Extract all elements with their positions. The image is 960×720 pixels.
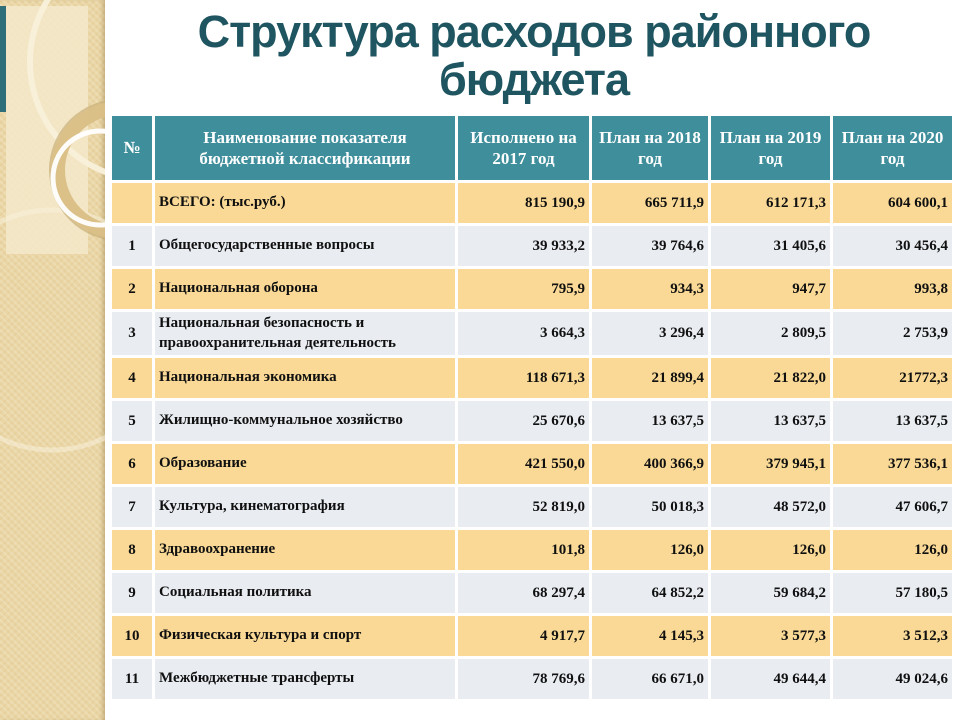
table-row <box>112 573 952 613</box>
value-2017: 101,8 <box>458 530 589 570</box>
value-2019: 21 822,0 <box>711 358 830 398</box>
table-row <box>112 444 952 484</box>
value-2019: 947,7 <box>711 269 830 309</box>
table-row <box>112 487 952 527</box>
row-number: 10 <box>112 616 152 656</box>
budget-table <box>109 113 955 702</box>
value-2019: 59 684,2 <box>711 573 830 613</box>
indicator-name: Жилищно-коммунальное хозяйство <box>155 401 455 441</box>
value-2019: 379 945,1 <box>711 444 830 484</box>
value-2019: 13 637,5 <box>711 401 830 441</box>
value-2017: 52 819,0 <box>458 487 589 527</box>
indicator-name: Здравоохранение <box>155 530 455 570</box>
value-2018: 39 764,6 <box>592 226 708 266</box>
value-2019: 3 577,3 <box>711 616 830 656</box>
indicator-name: Национальная безопасность и правоохранительная деятельность <box>155 312 455 355</box>
value-2020: 49 024,6 <box>833 659 952 699</box>
value-2019: 612 171,3 <box>711 183 830 223</box>
table-row <box>112 616 952 656</box>
value-2017: 25 670,6 <box>458 401 589 441</box>
value-2017: 4 917,7 <box>458 616 589 656</box>
value-2018: 665 711,9 <box>592 183 708 223</box>
value-2017: 118 671,3 <box>458 358 589 398</box>
row-number: 6 <box>112 444 152 484</box>
table-row <box>112 401 952 441</box>
value-2018: 934,3 <box>592 269 708 309</box>
value-2018: 13 637,5 <box>592 401 708 441</box>
value-2018: 4 145,3 <box>592 616 708 656</box>
page-title <box>108 0 960 112</box>
budget-table-container <box>109 113 958 702</box>
value-2020: 13 637,5 <box>833 401 952 441</box>
header-number: № <box>112 116 152 180</box>
value-2020: 377 536,1 <box>833 444 952 484</box>
circles-ornament <box>0 0 105 720</box>
indicator-name: Общегосударственные вопросы <box>155 226 455 266</box>
indicator-name: Межбюджетные трансферты <box>155 659 455 699</box>
value-2020: 604 600,1 <box>833 183 952 223</box>
page-title-line2: бюджета <box>438 54 629 105</box>
value-2020: 3 512,3 <box>833 616 952 656</box>
header-indicator-name: Наименование показателя бюджетной классификации <box>155 116 455 180</box>
indicator-name: Образование <box>155 444 455 484</box>
value-2017: 3 664,3 <box>458 312 589 355</box>
value-2020: 21772,3 <box>833 358 952 398</box>
value-2020: 47 606,7 <box>833 487 952 527</box>
table-row <box>112 226 952 266</box>
row-number: 3 <box>112 312 152 355</box>
value-2019: 2 809,5 <box>711 312 830 355</box>
header-plan-2019: План на 2019 год <box>711 116 830 180</box>
value-2019: 126,0 <box>711 530 830 570</box>
value-2018: 50 018,3 <box>592 487 708 527</box>
row-number: 7 <box>112 487 152 527</box>
value-2017: 421 550,0 <box>458 444 589 484</box>
value-2018: 3 296,4 <box>592 312 708 355</box>
value-2018: 21 899,4 <box>592 358 708 398</box>
value-2019: 49 644,4 <box>711 659 830 699</box>
page-title-line1: Структура расходов районного <box>197 6 871 58</box>
left-decor-strip <box>0 0 105 720</box>
value-2018: 66 671,0 <box>592 659 708 699</box>
row-number: 5 <box>112 401 152 441</box>
table-row <box>112 530 952 570</box>
value-2018: 400 366,9 <box>592 444 708 484</box>
header-plan-2020: План на 2020 год <box>833 116 952 180</box>
indicator-name: Культура, кинематография <box>155 487 455 527</box>
value-2019: 31 405,6 <box>711 226 830 266</box>
value-2020: 57 180,5 <box>833 573 952 613</box>
table-row <box>112 269 952 309</box>
value-2017: 39 933,2 <box>458 226 589 266</box>
value-2020: 30 456,4 <box>833 226 952 266</box>
value-2020: 126,0 <box>833 530 952 570</box>
row-number: 11 <box>112 659 152 699</box>
row-number <box>112 183 152 223</box>
value-2017: 68 297,4 <box>458 573 589 613</box>
header-executed-2017: Исполнено на 2017 год <box>458 116 589 180</box>
indicator-name: Социальная политика <box>155 573 455 613</box>
value-2018: 126,0 <box>592 530 708 570</box>
value-2017: 795,9 <box>458 269 589 309</box>
indicator-name: Физическая культура и спорт <box>155 616 455 656</box>
table-row <box>112 358 952 398</box>
title-accent-bar <box>0 6 6 112</box>
indicator-name: Национальная экономика <box>155 358 455 398</box>
table-row <box>112 312 952 355</box>
row-number: 1 <box>112 226 152 266</box>
budget-table-header <box>112 116 952 180</box>
indicator-name: Национальная оборона <box>155 269 455 309</box>
value-2019: 48 572,0 <box>711 487 830 527</box>
budget-table-body <box>112 183 952 699</box>
row-number: 2 <box>112 269 152 309</box>
total-row <box>112 183 952 223</box>
indicator-name: ВСЕГО: (тыс.руб.) <box>155 183 455 223</box>
value-2017: 78 769,6 <box>458 659 589 699</box>
value-2017: 815 190,9 <box>458 183 589 223</box>
table-row <box>112 659 952 699</box>
value-2020: 2 753,9 <box>833 312 952 355</box>
value-2020: 993,8 <box>833 269 952 309</box>
value-2018: 64 852,2 <box>592 573 708 613</box>
header-plan-2018: План на 2018 год <box>592 116 708 180</box>
row-number: 4 <box>112 358 152 398</box>
row-number: 9 <box>112 573 152 613</box>
row-number: 8 <box>112 530 152 570</box>
